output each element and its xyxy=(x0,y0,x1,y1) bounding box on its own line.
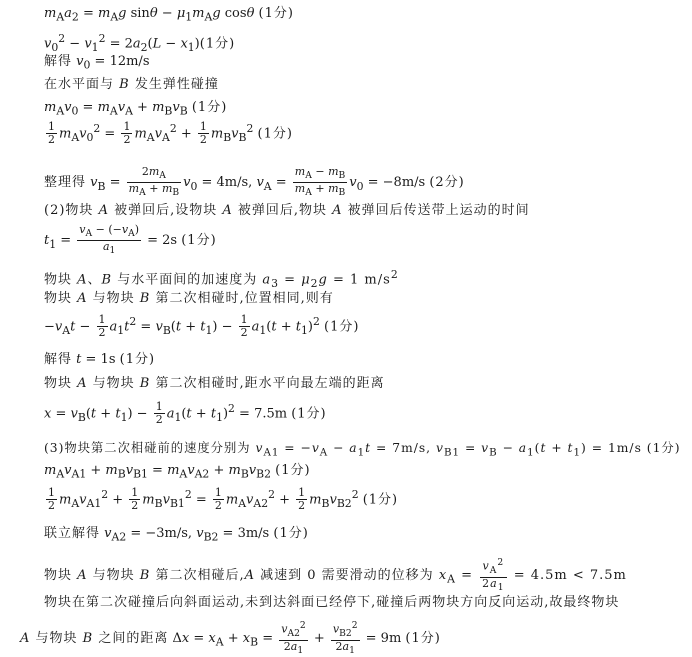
equation-line-t1: $t_1$ = $\frac{v_A - (-v_A)}{a_1}$ = 2s (1分) xyxy=(44,223,217,257)
text-line-conclusion: 物块在第二次碰撞后向斜面运动,未到达斜面已经停下,碰撞后两物块方向反向运动,故最终物块 xyxy=(44,595,620,610)
equation-line-final-distance: A 与物块 B 之间的距离 $\Delta x = x_A + x_B$ = $\frac{v_{A2}^2}{2a_1}$ + $\frac{v_{B2}^2}{2a_1}$ = 9m (1分) xyxy=(20,620,441,657)
equation-line-velocities: 整理得 $v_B$ = $\frac{2m_A}{m_A + m_B}$ $v_0 = 4m/s$, $v_A$ = $\frac{m_A - m_B}{m_A + m_B}$ $v_0 = -8m/s$ (2分) xyxy=(44,165,465,199)
text-line-deceleration: 物块 A 与物块 B 第二次相碰后,A 减速到 0 需要滑动的位移为 $x_A$ = $\frac{v_A^2}{2a_1}$ = 4.5m < 7.5m xyxy=(44,557,627,594)
equation-line-energy: $\frac{1}{2}$ $m_Av_0^2$ = $\frac{1}{2}$ $m_Av_A^2$ + $\frac{1}{2}$ $m_Bv_B^2$ (1分) xyxy=(48,120,293,147)
result-line-va2-vb2: 联立解得 $v_{A2} = -3m/s$, $v_{B2} = 3m/s$ (1分) xyxy=(44,526,309,544)
equation-line-position: $-v_At$ − $\frac{1}{2}$ $a_1t^2 = v_B(t + t_1)$ − $\frac{1}{2}$ $a_1(t + t_1)^2$ (1分) xyxy=(44,313,360,340)
text-line-acceleration: 物块 A、B 与水平面间的加速度为 $a_3 = \mu_2g = 1$ $m/s^2$ xyxy=(44,268,399,290)
equation-line-2: $v_0^2 - v_1^2 = 2a_2(L - x_1)(1$分) xyxy=(44,32,236,54)
text-line-collision: 在水平面与 B 发生弹性碰撞 xyxy=(44,77,219,92)
equation-line-1: $m_Aa_2 = m_Ag$ $\sin\theta - \mu_1m_Ag$ cosθ (1分) xyxy=(44,6,294,24)
equation-line-momentum-2: $m_Av_{A1} + m_Bv_{B1} = m_Av_{A2} + m_Bv_{B2}$ (1分) xyxy=(44,463,311,481)
text-line-second-collision: 物块 A 与物块 B 第二次相碰时,位置相同,则有 xyxy=(44,291,334,306)
equation-line-momentum: $m_Av_0 = m_Av_A + m_Bv_B$ (1分) xyxy=(44,100,228,118)
equation-line-x: $x = v_B(t + t_1)$ − $\frac{1}{2}$ $a_1(t + t_1)^2 = 7.5m$ (1分) xyxy=(44,400,327,427)
text-line-distance: 物块 A 与物块 B 第二次相碰时,距水平向最左端的距离 xyxy=(44,376,385,391)
text-line-part3: (3)物块第二次相碰前的速度分别为 $v_{A1} = -v_A - a_1t = 7m/s$, $v_{B1} = v_B - a_1(t + t_1) = 1m/s$ (1分) xyxy=(44,441,681,459)
result-line-v0: 解得 $v_0 = 12m/s$ xyxy=(44,54,150,72)
equation-line-energy-2: $\frac{1}{2}$ $m_Av_{A1}^2$ + $\frac{1}{2}$ $m_Bv_{B1}^2$ = $\frac{1}{2}$ $m_Av_{A2}^2$ + $\frac{1}{2}$ $m_Bv_{B2}^2$ (1分) xyxy=(48,486,399,513)
result-line-t: 解得 t = 1s (1分) xyxy=(44,352,156,367)
text-line-part2: (2)物块 A 被弹回后,设物块 A 被弹回后,物块 A 被弹回后传送带上运动的时间 xyxy=(44,203,530,218)
